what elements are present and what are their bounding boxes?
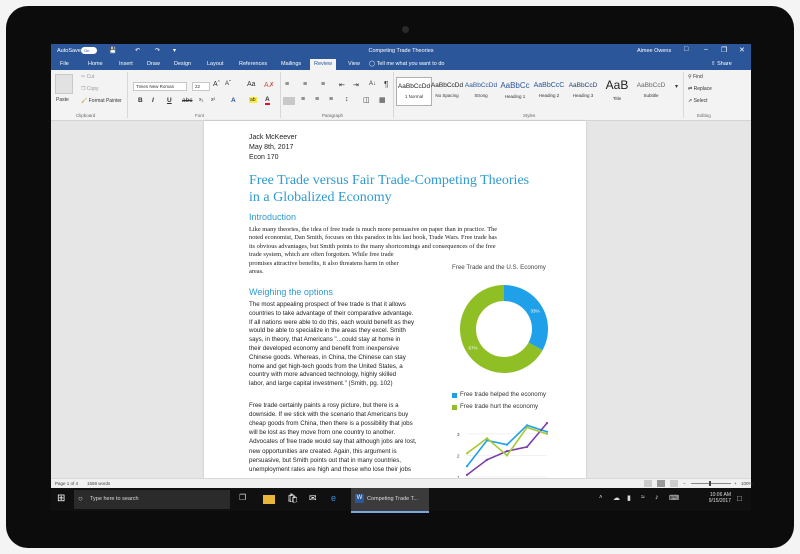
tab-file[interactable]: File bbox=[60, 61, 69, 67]
style-no-spacing[interactable] bbox=[430, 77, 464, 104]
sort-icon[interactable]: A↓ bbox=[369, 81, 377, 87]
shading-icon[interactable]: ◫ bbox=[363, 97, 370, 104]
group-label-styles: Styles bbox=[523, 113, 536, 118]
redo-icon[interactable]: ↷ bbox=[155, 48, 161, 54]
text-line: areas. bbox=[249, 268, 264, 275]
text-line: labor, and large capital investment." (Smith, pg. 102) bbox=[249, 380, 393, 388]
italic-button[interactable]: I bbox=[152, 97, 154, 104]
tell-me-text: Tell me what you want to do bbox=[376, 61, 445, 67]
copy-label: Copy bbox=[86, 86, 99, 92]
style-heading-2[interactable] bbox=[532, 77, 566, 104]
subscript-icon[interactable]: x₂ bbox=[199, 97, 204, 103]
customize-qat-icon[interactable]: ▾ bbox=[173, 48, 177, 54]
search-placeholder: Type here to search bbox=[90, 496, 139, 502]
superscript-icon[interactable]: x² bbox=[211, 97, 216, 103]
donut-chart bbox=[456, 281, 552, 377]
font-color-icon[interactable]: A bbox=[265, 96, 270, 103]
taskbar-word-label: Competing Trade T... bbox=[367, 496, 418, 502]
zoom-in-icon[interactable]: + bbox=[734, 481, 737, 486]
underline-button[interactable]: U bbox=[167, 97, 172, 104]
data-point bbox=[546, 433, 548, 435]
data-point bbox=[506, 444, 508, 446]
bullets-icon[interactable]: ≡ bbox=[285, 81, 290, 88]
word-icon: W bbox=[356, 495, 363, 501]
replace-label: Replace bbox=[693, 86, 712, 92]
legend-swatch bbox=[452, 405, 457, 410]
separator bbox=[393, 72, 394, 118]
web-layout-icon[interactable] bbox=[670, 480, 678, 487]
data-label: 67% bbox=[468, 345, 478, 351]
ribbon bbox=[51, 70, 751, 121]
font-name-box[interactable]: Times New Roman bbox=[133, 82, 187, 91]
share-button[interactable] bbox=[711, 61, 732, 67]
align-right-icon[interactable]: ≡ bbox=[315, 96, 320, 103]
tab-design[interactable]: Design bbox=[174, 61, 192, 67]
page-count[interactable]: Page 1 of 4 bbox=[55, 481, 79, 486]
style-name: Heading 1 bbox=[504, 94, 526, 99]
group-label-paragraph: Paragraph bbox=[322, 113, 344, 118]
text-line: noted economist, Dan Smith, focuses on this paradox in his last book, Trade Wars. Free trade has bbox=[249, 234, 497, 242]
document-title-line-1: Free Trade versus Fair Trade-Competing Theories bbox=[249, 173, 530, 188]
document-title: Competing Trade Theories bbox=[368, 48, 434, 54]
style-name: Heading 2 bbox=[538, 93, 560, 98]
highlight-icon[interactable]: ab bbox=[250, 97, 256, 103]
word-count[interactable]: 1558 words bbox=[87, 481, 111, 486]
select-icon: ⇗ bbox=[688, 98, 694, 104]
multilevel-list-icon[interactable]: ≡ bbox=[321, 81, 326, 88]
keyboard-icon[interactable]: ⌨ bbox=[669, 495, 680, 502]
windows-start-icon[interactable]: ⊞ bbox=[57, 493, 66, 504]
search-icon: ⚲ bbox=[688, 74, 694, 80]
screen bbox=[51, 44, 751, 511]
select-button[interactable] bbox=[688, 98, 708, 104]
borders-icon[interactable]: ▦ bbox=[379, 97, 386, 104]
taskbar-clock[interactable] bbox=[691, 492, 731, 504]
paintbrush-icon: 🖌 bbox=[81, 98, 89, 104]
text-line: countries to take advantage of their comparative advantage. bbox=[249, 309, 414, 317]
line-spacing-icon[interactable]: ↕ bbox=[345, 96, 349, 103]
change-case-icon[interactable]: Aa bbox=[247, 81, 256, 88]
cut-button[interactable] bbox=[81, 74, 94, 80]
style-name: Heading 3 bbox=[572, 93, 594, 98]
style-subtitle[interactable] bbox=[634, 77, 668, 104]
text-line: country with more advanced technology, highly skilled bbox=[249, 371, 397, 379]
taskbar-word-app[interactable] bbox=[351, 488, 429, 513]
paste-button[interactable]: Paste bbox=[56, 97, 69, 103]
close-icon[interactable]: ✕ bbox=[739, 47, 745, 54]
data-label: 33% bbox=[530, 308, 540, 314]
decrease-indent-icon[interactable]: ⇤ bbox=[339, 82, 345, 89]
styles-more-icon[interactable]: ▾ bbox=[675, 84, 679, 90]
camera bbox=[402, 26, 409, 33]
line-chart bbox=[451, 417, 551, 478]
restore-icon[interactable]: ❐ bbox=[721, 47, 728, 54]
style-sample: AaBbCc bbox=[500, 81, 530, 90]
replace-icon: ⇄ bbox=[688, 86, 694, 92]
undo-icon[interactable]: ↶ bbox=[135, 48, 141, 54]
style-heading-1[interactable] bbox=[498, 77, 532, 104]
text-line: their developed economy and benefit from inexpensive bbox=[249, 345, 399, 352]
tab-layout[interactable]: Layout bbox=[207, 61, 224, 67]
style-name: Subtitle bbox=[643, 93, 659, 98]
data-point bbox=[526, 446, 528, 448]
document-area[interactable] bbox=[51, 121, 751, 478]
data-point bbox=[466, 452, 468, 454]
share-label: Share bbox=[717, 61, 732, 67]
tab-home[interactable]: Home bbox=[88, 61, 103, 67]
tab-insert[interactable]: Insert bbox=[119, 61, 133, 67]
align-left-icon[interactable] bbox=[283, 97, 295, 105]
course-line: Econ 170 bbox=[249, 154, 279, 161]
separator bbox=[127, 72, 128, 118]
numbering-icon[interactable]: ≡ bbox=[303, 81, 308, 88]
strikethrough-icon[interactable]: abc bbox=[182, 97, 193, 104]
style-title[interactable] bbox=[600, 77, 634, 104]
save-icon[interactable]: 💾 bbox=[109, 48, 117, 54]
grow-font-icon[interactable]: Aˆ bbox=[213, 81, 220, 88]
text-line: trade system, which are often forgotten. While free trade bbox=[249, 251, 394, 259]
zoom-out-icon[interactable]: – bbox=[683, 481, 686, 486]
cut-label: Cut bbox=[86, 74, 95, 80]
autosave-toggle[interactable]: On bbox=[81, 47, 97, 54]
tray-up-icon[interactable]: ˄ bbox=[599, 495, 603, 501]
data-point bbox=[466, 465, 468, 467]
autosave-label: AutoSave bbox=[57, 48, 81, 54]
group-label-editing: Editing bbox=[697, 113, 711, 118]
style-heading-3[interactable] bbox=[566, 77, 600, 104]
share-icon: ⇧ bbox=[711, 61, 718, 67]
style-sample: AaBbCcD bbox=[636, 82, 666, 89]
zoom-slider-thumb[interactable] bbox=[709, 481, 711, 486]
data-point bbox=[526, 426, 528, 428]
text-line: Advocates of free trade would say that although jobs are lost, bbox=[249, 438, 417, 446]
text-line: downside. If we stick with the scenario that Americans buy bbox=[249, 411, 409, 419]
style-name: Strong bbox=[474, 93, 488, 98]
print-layout-icon[interactable] bbox=[657, 480, 665, 487]
increase-indent-icon[interactable]: ⇥ bbox=[353, 82, 359, 89]
clipboard-icon bbox=[55, 74, 73, 94]
style-name: 1 Normal bbox=[404, 94, 424, 99]
task-view-icon[interactable]: ❐ bbox=[239, 493, 247, 502]
text-line: would be able to specialize in the areas they excel. Smith bbox=[249, 327, 406, 335]
mail-icon[interactable]: ✉ bbox=[309, 493, 317, 503]
font-size-box[interactable]: 22 bbox=[192, 82, 210, 91]
author-line: Jack McKeever bbox=[249, 134, 297, 141]
data-point bbox=[466, 474, 468, 476]
legend-swatch bbox=[452, 393, 457, 398]
zoom-level[interactable]: 100% bbox=[741, 481, 753, 486]
style-name: Title bbox=[612, 96, 622, 101]
text-line: says, in theory, that Americans "...could stay at home in bbox=[249, 336, 401, 344]
tab-view[interactable]: View bbox=[348, 61, 360, 67]
document-title-line-2: in a Globalized Economy bbox=[249, 190, 392, 205]
style-sample: AaBbCcDd bbox=[464, 82, 498, 89]
copy-button[interactable] bbox=[81, 86, 99, 92]
bold-button[interactable]: B bbox=[138, 97, 143, 104]
text-line: cheap goods from China, then there is a possibility that jobs bbox=[249, 420, 413, 428]
edge-icon[interactable]: e bbox=[331, 493, 337, 503]
data-point bbox=[486, 459, 488, 461]
data-point bbox=[506, 450, 508, 452]
separator bbox=[280, 72, 281, 118]
zoom-slider[interactable] bbox=[691, 483, 731, 484]
separator bbox=[683, 72, 684, 118]
group-label-clipboard: Clipboard bbox=[76, 113, 96, 118]
replace-button[interactable] bbox=[688, 86, 712, 92]
text-line: Like many theories, the idea of free trade is much more persuasive on paper than in practice. The bbox=[249, 226, 498, 233]
minimize-icon[interactable]: – bbox=[704, 46, 708, 53]
user-name[interactable]: Aimee Owens bbox=[637, 48, 672, 54]
data-point bbox=[526, 424, 528, 426]
chart-title: Free Trade and the U.S. Economy bbox=[452, 264, 546, 271]
document-page[interactable] bbox=[204, 121, 586, 478]
style-sample: AaBbCcD bbox=[568, 82, 598, 89]
volume-icon[interactable]: ♪ bbox=[655, 494, 659, 501]
y-tick-label: 2 bbox=[457, 453, 460, 459]
cortana-icon: ○ bbox=[78, 494, 83, 503]
text-line: If all nations were able to do this, each would benefit as they bbox=[249, 318, 415, 326]
find-button[interactable] bbox=[688, 74, 703, 80]
title-bar bbox=[51, 44, 751, 58]
shrink-font-icon[interactable]: Aˇ bbox=[225, 81, 231, 87]
file-explorer-icon[interactable] bbox=[263, 495, 275, 504]
clock-time: 10:06 AM bbox=[709, 492, 731, 498]
style-sample: AaBbCcDd bbox=[397, 83, 431, 90]
group-label-font: Font bbox=[195, 113, 205, 118]
clear-formatting-icon[interactable]: A✗ bbox=[264, 82, 275, 89]
scissors-icon: ✂ bbox=[81, 74, 87, 80]
data-point bbox=[506, 454, 508, 456]
data-point bbox=[486, 437, 488, 439]
store-icon[interactable]: 🛍 bbox=[287, 493, 299, 503]
y-tick-label: 3 bbox=[457, 431, 460, 437]
text-line: persuasive, but Smith points out that in many countries, bbox=[249, 456, 402, 464]
legend-label: Free trade helped the economy bbox=[460, 391, 546, 398]
justify-icon[interactable]: ≡ bbox=[329, 96, 334, 103]
taskbar-search-box[interactable] bbox=[74, 490, 230, 509]
ribbon-display-icon[interactable]: □ bbox=[684, 46, 689, 53]
date-line: May 8th, 2017 bbox=[249, 144, 294, 151]
style-sample: AaBbCcDd bbox=[430, 82, 464, 89]
style-normal[interactable] bbox=[396, 77, 432, 106]
text-line: its obvious advantages, but Smith points to the many shortcomings and consequences of the free bbox=[249, 242, 496, 250]
style-sample: AaB bbox=[605, 78, 629, 92]
copy-icon: ❐ bbox=[81, 86, 87, 92]
tab-review[interactable]: Review bbox=[310, 59, 336, 72]
tab-draw[interactable]: Draw bbox=[147, 61, 160, 67]
select-label: Select bbox=[693, 98, 708, 104]
format-painter-label: Format Painter bbox=[88, 98, 122, 104]
text-line: Free trade certainly paints a rosy picture, but there is a bbox=[249, 402, 399, 409]
align-center-icon[interactable]: ≡ bbox=[301, 96, 306, 103]
lightbulb-icon: ◯ bbox=[369, 61, 377, 67]
tab-references[interactable]: References bbox=[239, 61, 268, 67]
heading-introduction: Introduction bbox=[249, 212, 297, 222]
text-effects-icon[interactable]: A bbox=[231, 97, 236, 104]
data-point bbox=[546, 431, 548, 433]
heading-weighing-options: Weighing the options bbox=[249, 287, 333, 297]
format-painter-button[interactable] bbox=[81, 98, 122, 104]
text-line: Chinese goods. Whereas, in China, the Chinese can stay bbox=[249, 353, 406, 361]
style-sample: AaBbCcC bbox=[533, 82, 565, 89]
taskbar bbox=[51, 488, 751, 511]
clock-date: 9/15/2017 bbox=[708, 498, 731, 504]
styles-gallery bbox=[396, 77, 679, 107]
network-icon[interactable]: ≈ bbox=[641, 494, 645, 501]
onedrive-icon[interactable]: ☁ bbox=[613, 495, 620, 502]
tab-mailings[interactable]: Mailings bbox=[281, 61, 302, 67]
show-marks-icon[interactable]: ¶ bbox=[384, 80, 389, 89]
series-line bbox=[467, 423, 547, 475]
text-line: promises attractive benefits, it also threatens harm in other bbox=[249, 259, 399, 267]
text-line: will be lost as they move from one country to another. bbox=[249, 429, 396, 437]
style-strong[interactable] bbox=[464, 77, 498, 104]
legend-label: Free trade hurt the economy bbox=[460, 403, 539, 410]
text-line: unemployment rates are high and those who lose their jobs bbox=[249, 465, 412, 473]
battery-icon[interactable]: ▮ bbox=[627, 495, 631, 502]
data-point bbox=[546, 422, 548, 424]
text-line: home and get high-tech goods from the United States, a bbox=[249, 362, 403, 370]
action-center-icon[interactable]: □ bbox=[737, 494, 742, 503]
style-name: No Spacing bbox=[435, 93, 459, 98]
tell-me-box[interactable] bbox=[369, 61, 444, 67]
find-label: Find bbox=[693, 74, 703, 80]
read-mode-icon[interactable] bbox=[644, 480, 652, 487]
text-line: new opportunities are created. Again, this argument is bbox=[249, 447, 397, 455]
text-line: The most appealing prospect of free trade is that it allows bbox=[249, 301, 406, 308]
pie-slice bbox=[504, 285, 548, 350]
ribbon-tabs bbox=[51, 58, 751, 70]
